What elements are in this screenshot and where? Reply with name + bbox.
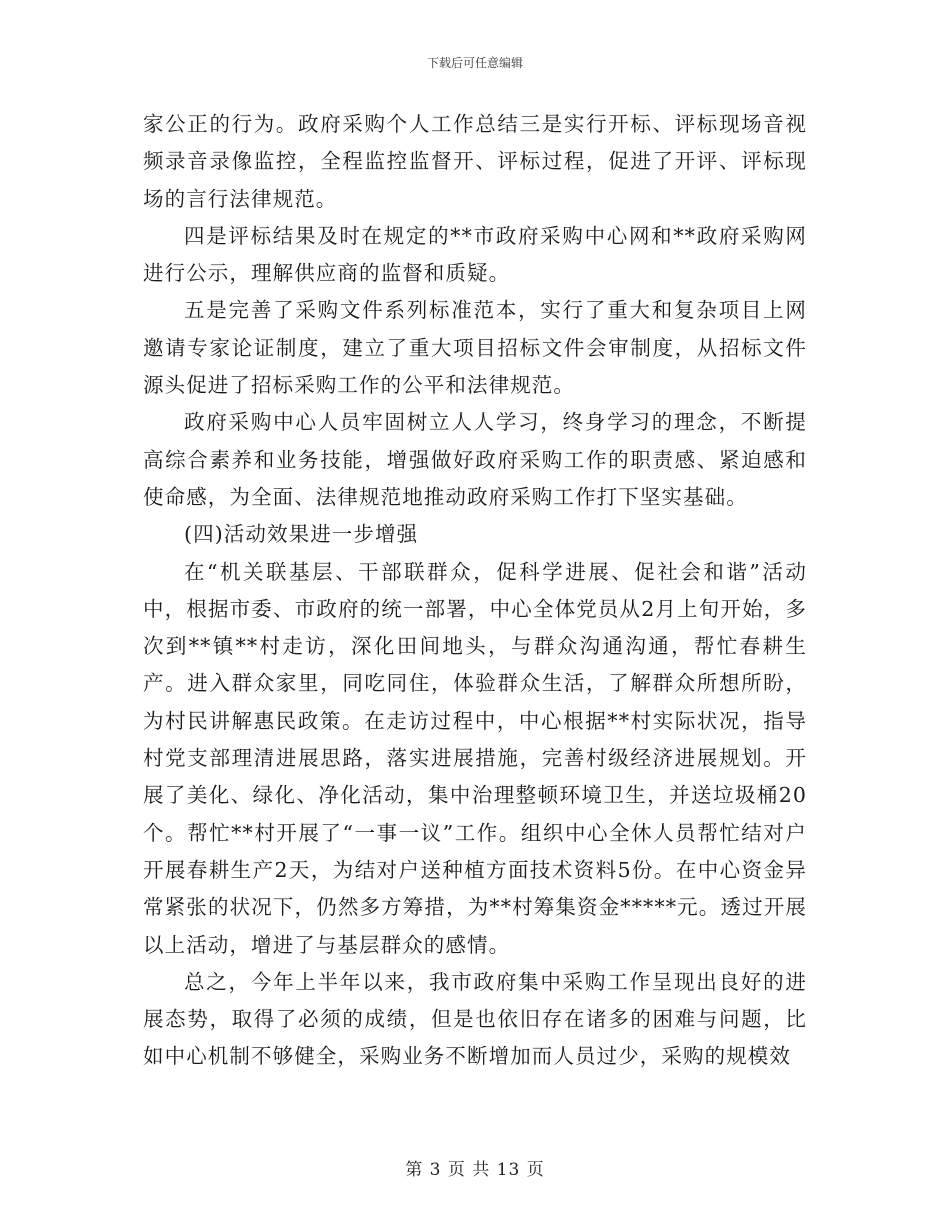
paragraph: 在“机关联基层、干部联群众，促科学进展、促社会和谐”活动中，根据市委、市政府的统一部署，中心全体党员从2月上旬开始，多次到**镇**村走访，深化田间地头，与群众沟通沟通，帮忙春耕生产。进入群众家里，同吃同住，体验群众生活，了解群众所想所盼，为村民讲解惠民政策。在走访过程中，中心根据**村实际状况，指导村党支部理清进展思路，落实进展措施，完善村级经济进展规划。开展了美化、绿化、净化活动，集中治理整顿环境卫生，并送垃圾桶20个。帮忙**村开展了“一事一议”工作。组织中心全休人员帮忙结对户开展春耕生产2天，为结对户送种植方面技术资料5份。在中心资金异常紧张的状况下，仍然多方筹措，为**村筹集资金*****元。透过开展以上活动，增进了与基层群众的感情。 bbox=[143, 559, 807, 957]
section-heading: (四)活动效果进一步增强 bbox=[184, 522, 419, 547]
paragraph: 政府采购中心人员牢固树立人人学习，终身学习的理念，不断提高综合素养和业务技能，增强做好政府采购工作的职责感、紧迫感和使命感，为全面、法律规范地推动政府采购工作打下坚实基础。 bbox=[143, 410, 807, 509]
paragraph: 总之，今年上半年以来，我市政府集中采购工作呈现出良好的进展态势，取得了必须的成绩，但是也依旧存在诸多的困难与问题，比如中心机制不够健全，采购业务不断增加而人员过少，采购的规模效 bbox=[143, 969, 807, 1069]
paragraph: 家公正的行为。政府采购个人工作总结三是实行开标、评标现场音视频录音录像监控，全程监控监督开、评标过程，促进了开评、评标现场的言行法律规范。 bbox=[143, 112, 807, 211]
paragraph: 四是评标结果及时在规定的**市政府采购中心网和**政府采购网进行公示，理解供应商的监督和质疑。 bbox=[143, 223, 807, 286]
body-text bbox=[143, 106, 807, 1076]
paragraph: 五是完善了采购文件系列标准范本，实行了重大和复杂项目上网邀请专家论证制度，建立了重大项目招标文件会审制度，从招标文件源头促进了招标采购工作的公平和法律规范。 bbox=[143, 298, 807, 398]
page-number-footer: 第 3 页 共 13 页 bbox=[405, 1160, 545, 1180]
header-note: 下载后可任意编辑 bbox=[426, 56, 523, 70]
